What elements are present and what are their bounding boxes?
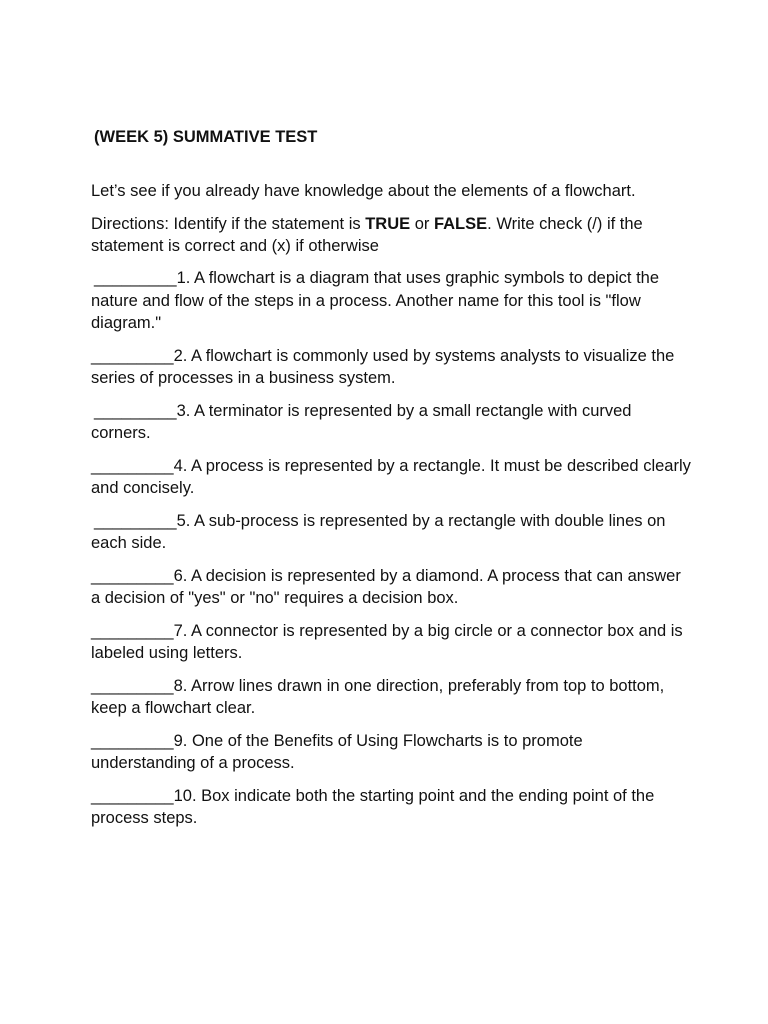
directions-or: or (410, 215, 434, 233)
directions-text (91, 213, 691, 257)
false-keyword: FALSE (433, 215, 488, 233)
answer-blank[interactable]: _________ (91, 456, 174, 475)
page-title: (WEEK 5) SUMMATIVE TEST (94, 128, 318, 146)
question-item-10 (91, 785, 691, 830)
true-keyword: TRUE (365, 215, 411, 233)
question-item-5 (91, 510, 691, 555)
answer-blank[interactable]: _________ (91, 676, 174, 695)
question-number: 10. (173, 786, 197, 805)
question-list (91, 267, 691, 840)
question-number: 4. (173, 456, 188, 475)
question-number: 1. (176, 269, 191, 287)
directions-suffix: . Write check (/) if the statement is correct and (x) if otherwise (91, 215, 643, 255)
question-text: Box indicate both the starting point and the ending point of the process steps. (91, 786, 655, 827)
question-text: A decision is represented by a diamond. A process that can answer a decision of "yes" or "no" requires a decision box. (91, 566, 681, 607)
question-text: Arrow lines drawn in one direction, preferably from top to bottom, keep a flowchart clear. (91, 676, 665, 717)
answer-blank[interactable]: _________ (91, 346, 174, 365)
question-number: 9. (173, 731, 188, 750)
question-item-9 (91, 730, 691, 775)
question-number: 2. (173, 346, 188, 365)
answer-blank[interactable]: _________ (91, 621, 174, 640)
question-item-4 (91, 455, 691, 500)
question-number: 8. (173, 676, 188, 695)
question-text: A flowchart is a diagram that uses graphic symbols to depict the nature and flow of the steps in a process. Another name for this tool is "flow diagram." (91, 269, 660, 332)
question-text: A terminator is represented by a small rectangle with curved corners. (91, 401, 632, 442)
question-number: 3. (176, 401, 191, 420)
question-item-8 (91, 675, 691, 720)
question-text: A sub-process is represented by a rectangle with double lines on each side. (91, 511, 666, 552)
answer-blank[interactable]: _________ (91, 786, 174, 805)
answer-blank[interactable]: _________ (94, 269, 177, 287)
answer-blank[interactable]: _________ (94, 401, 177, 420)
question-text: A connector is represented by a big circle or a connector box and is labeled using letters. (91, 621, 683, 662)
question-number: 5. (176, 511, 191, 530)
answer-blank[interactable]: _________ (91, 566, 174, 585)
answer-blank[interactable]: _________ (91, 731, 174, 750)
question-item-6 (91, 565, 691, 610)
question-item-7 (91, 620, 691, 665)
question-number: 6. (173, 566, 188, 585)
answer-blank[interactable]: _________ (94, 511, 177, 530)
question-item-1 (91, 267, 691, 335)
question-text: One of the Benefits of Using Flowcharts is to promote understanding of a process. (91, 731, 583, 772)
question-item-3 (91, 400, 691, 445)
question-number: 7. (173, 621, 188, 640)
intro-text: Let’s see if you already have knowledge about the elements of a flowchart. (91, 182, 636, 200)
question-text: A flowchart is commonly used by systems analysts to visualize the series of processes in a business system. (91, 346, 675, 387)
question-item-2 (91, 345, 691, 390)
question-text: A process is represented by a rectangle. It must be described clearly and concisely. (91, 456, 691, 497)
directions-prefix: Directions: Identify if the statement is (91, 215, 366, 233)
